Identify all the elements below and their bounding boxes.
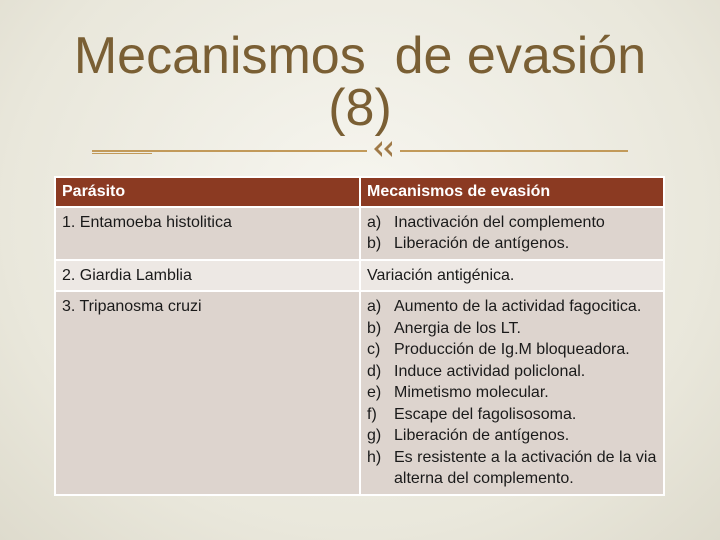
table-row xyxy=(55,260,664,292)
title-underline-thin xyxy=(92,153,152,154)
list-text: Mimetismo molecular. xyxy=(394,384,549,401)
list-text: Escape del fagolisosoma. xyxy=(394,405,577,423)
list-marker: f) xyxy=(367,405,377,423)
list-marker: b) xyxy=(367,319,382,337)
list-text: Liberación de antígenos. xyxy=(394,427,570,444)
list-text: Induce actividad policlonal. xyxy=(394,362,586,380)
parasite-cell: 3. Tripanosma cruzi xyxy=(55,291,360,495)
list-text: Inactivación del complemento xyxy=(394,213,605,231)
list-marker: a) xyxy=(367,213,382,231)
list-text: Anergia de los LT. xyxy=(394,319,521,337)
mechanisms-cell xyxy=(360,291,664,495)
mechanism-list xyxy=(367,212,657,255)
mechanism-list xyxy=(367,296,657,490)
table-row xyxy=(55,207,664,260)
list-item xyxy=(367,233,657,255)
list-item xyxy=(367,361,657,383)
list-marker: b) xyxy=(367,235,382,252)
header-mechanisms: Mecanismos de evasión xyxy=(360,177,664,207)
slide-title-line2: (8) xyxy=(328,79,392,137)
slide-title-line1: Mecanismos de evasión xyxy=(73,27,647,85)
list-item xyxy=(367,447,657,490)
list-marker: h) xyxy=(367,448,382,466)
list-marker: e) xyxy=(367,384,382,401)
parasite-cell: 2. Giardia Lamblia xyxy=(55,260,360,292)
header-parasite: Parásito xyxy=(55,177,360,207)
mechanisms-cell xyxy=(360,207,664,260)
table-header-row xyxy=(55,177,664,207)
list-item xyxy=(367,425,657,447)
table-row xyxy=(55,291,664,495)
ornament-icon xyxy=(372,136,398,162)
list-item xyxy=(367,212,657,234)
mechanisms-cell: Variación antigénica. xyxy=(360,260,664,292)
list-text: Aumento de la actividad fagocitica. xyxy=(394,298,642,315)
title-underline-left xyxy=(92,150,367,152)
list-marker: d) xyxy=(367,362,382,380)
list-item xyxy=(367,382,657,404)
list-text: Liberación de antígenos. xyxy=(394,235,570,252)
list-marker: g) xyxy=(367,427,382,444)
evasion-table xyxy=(54,176,665,496)
parasite-cell: 1. Entamoeba histolitica xyxy=(55,207,360,260)
list-text: Producción de Ig.M bloqueadora. xyxy=(394,341,630,358)
list-item xyxy=(367,296,657,318)
slide-title xyxy=(40,27,680,137)
list-item xyxy=(367,404,657,426)
list-item xyxy=(367,339,657,361)
list-marker: c) xyxy=(367,341,381,358)
title-underline-right xyxy=(400,150,628,152)
list-item xyxy=(367,318,657,340)
list-marker: a) xyxy=(367,298,382,315)
list-text: Es resistente a la activación de la via alterna del complemento. xyxy=(394,448,657,487)
